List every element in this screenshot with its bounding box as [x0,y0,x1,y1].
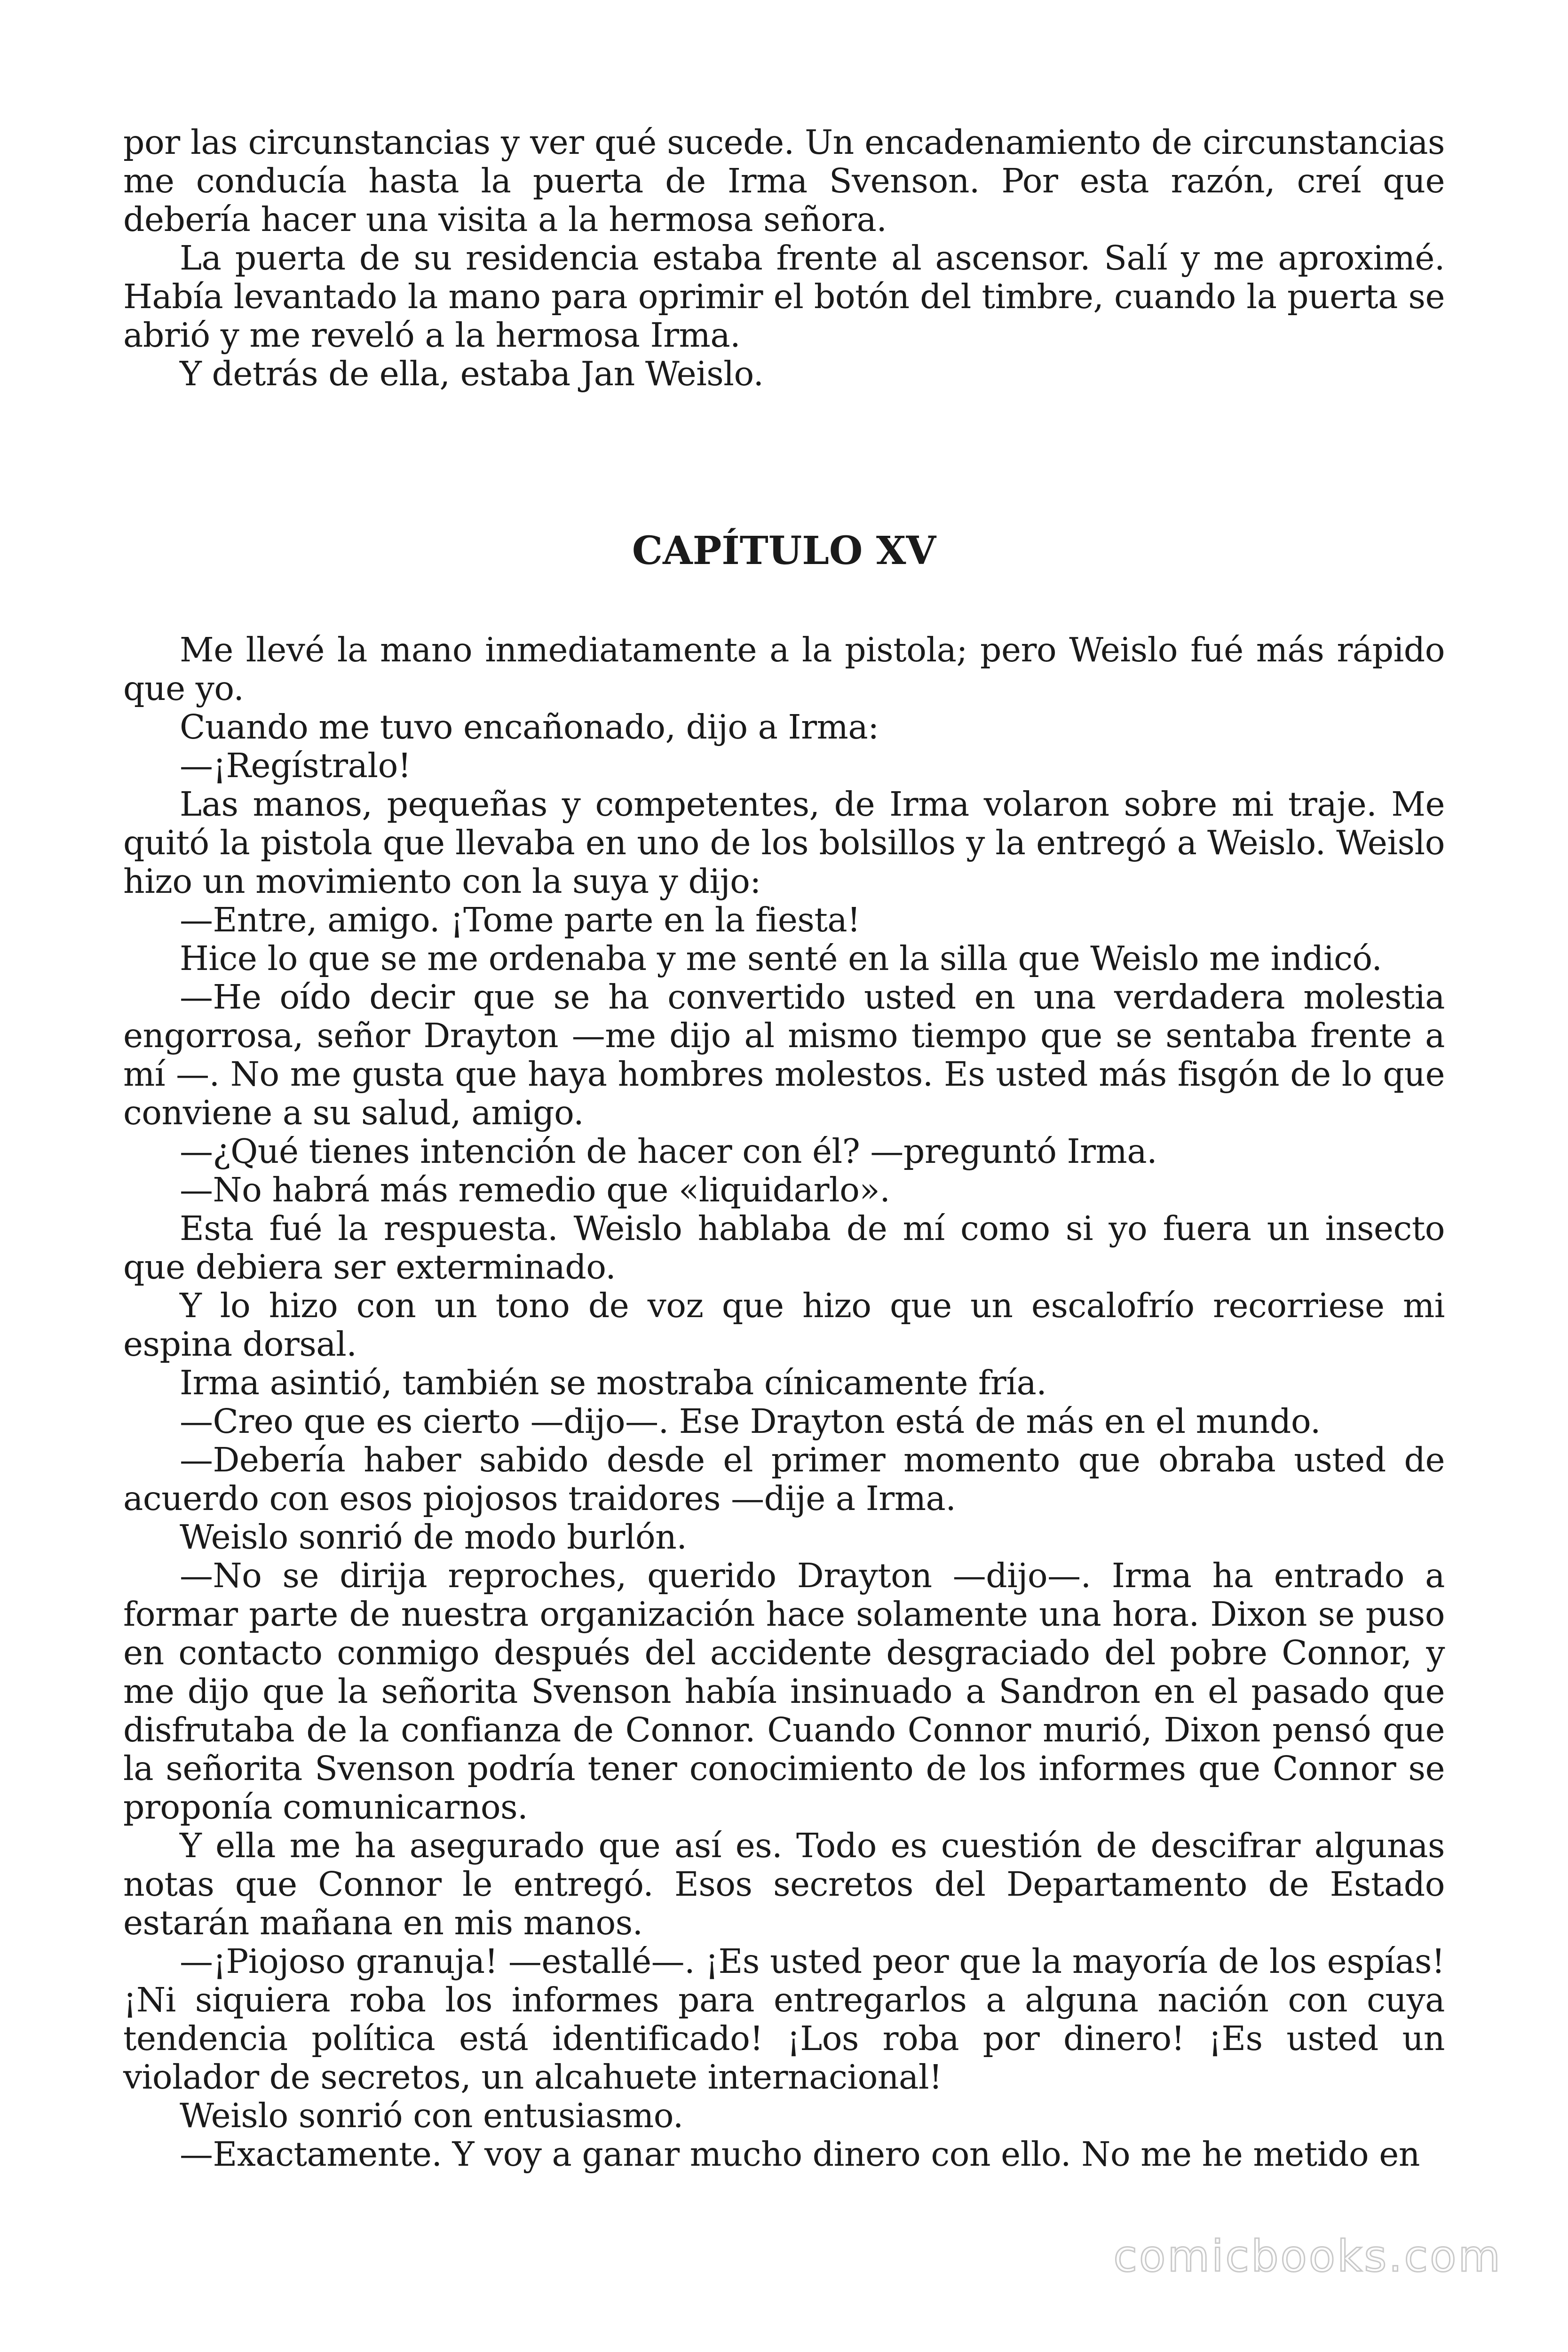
paragraph: —¿Qué tienes intención de hacer con él? —preguntó Irma. [180,1132,1157,1171]
paragraph: por las circunstancias y ver qué sucede. Un encadenamiento de circunstancias me conducía hasta la puerta de Irma Svenson. Por esta razón, creí que debería hacer una visita a la hermosa señora. [123,123,1445,239]
paragraph: Y ella me ha asegurado que así es. Todo es cuestión de descifrar algunas notas que Connor le entregó. Esos secretos del Departamento de Estado estarán mañana en mis manos. [123,1826,1445,1942]
paragraph: —He oído decir que se ha convertido usted en una verdadera molestia engorrosa, señor Drayton —me dijo al mismo tiempo que se sentaba frente a mí —. No me gusta que haya hombres molestos. Es usted más fisgón de lo que conviene a su salud, amigo. [123,977,1445,1132]
paragraph: Y lo hizo con un tono de voz que hizo que un escalofrío recorriese mi espina dorsal. [123,1286,1445,1364]
paragraph: Y detrás de ella, estaba Jan Weislo. [180,354,764,393]
paragraph: Weislo sonrió de modo burlón. [180,1518,687,1557]
watermark-logo: comicbooks.com [1113,2231,1502,2281]
paragraph: —Debería haber sabido desde el primer momento que obraba usted de acuerdo con esos piojosos traidores —dije a Irma. [123,1440,1445,1518]
paragraph: —¡Regístralo! [180,746,411,785]
paragraph: —No habrá más remedio que «liquidarlo». [180,1170,890,1209]
paragraph: —Exactamente. Y voy a ganar mucho dinero con ello. No me he metido en [180,2135,1420,2174]
paragraph: La puerta de su residencia estaba frente al ascensor. Salí y me aproximé. Había levantado la mano para oprimir el botón del timbre, cuando la puerta se abrió y me reveló a la hermosa Irma. [123,238,1445,355]
paragraph: Esta fué la respuesta. Weislo hablaba de mí como si yo fuera un insecto que debiera ser exterminado. [123,1209,1445,1287]
chapter-title: CAPÍTULO XV [632,528,936,573]
paragraph: —No se dirija reproches, querido Drayton —dijo—. Irma ha entrado a formar parte de nuestra organización hace solamente una hora. Dixon se puso en contacto conmigo después del accidente desgraciado del pobre Connor, y me dijo que la señorita Svenson había insinuado a Sandron en el pasado que disfrutaba de la confianza de Connor. Cuando Connor murió, Dixon pensó que la señorita Svenson podría tener conocimiento de los informes que Connor se proponía comunicarnos. [123,1556,1445,1827]
paragraph: Weislo sonrió con entusiasmo. [180,2096,683,2135]
paragraph: —¡Piojoso granuja! —estallé—. ¡Es usted peor que la mayoría de los espías! ¡Ni siquiera roba los informes para entregarlos a alguna nación con cuya tendencia política está identificado! ¡Los roba por dinero! ¡Es usted un violador de secretos, un alcahuete internacional! [123,1942,1445,2097]
paragraph: Las manos, pequeñas y competentes, de Irma volaron sobre mi traje. Me quitó la pistola que llevaba en uno de los bolsillos y la entregó a Weislo. Weislo hizo un movimiento con la suya y dijo: [123,785,1445,901]
paragraph: Hice lo que se me ordenaba y me senté en la silla que Weislo me indicó. [180,939,1382,978]
paragraph: Me llevé la mano inmediatamente a la pistola; pero Weislo fué más rápido que yo. [123,630,1445,708]
paragraph: Cuando me tuvo encañonado, dijo a Irma: [180,707,879,747]
paragraph: Irma asintió, también se mostraba cínicamente fría. [180,1363,1047,1402]
book-page [123,123,1445,2174]
paragraph: —Creo que es cierto —dijo—. Ese Drayton está de más en el mundo. [180,1402,1321,1441]
paragraph: —Entre, amigo. ¡Tome parte en la fiesta! [180,900,861,939]
